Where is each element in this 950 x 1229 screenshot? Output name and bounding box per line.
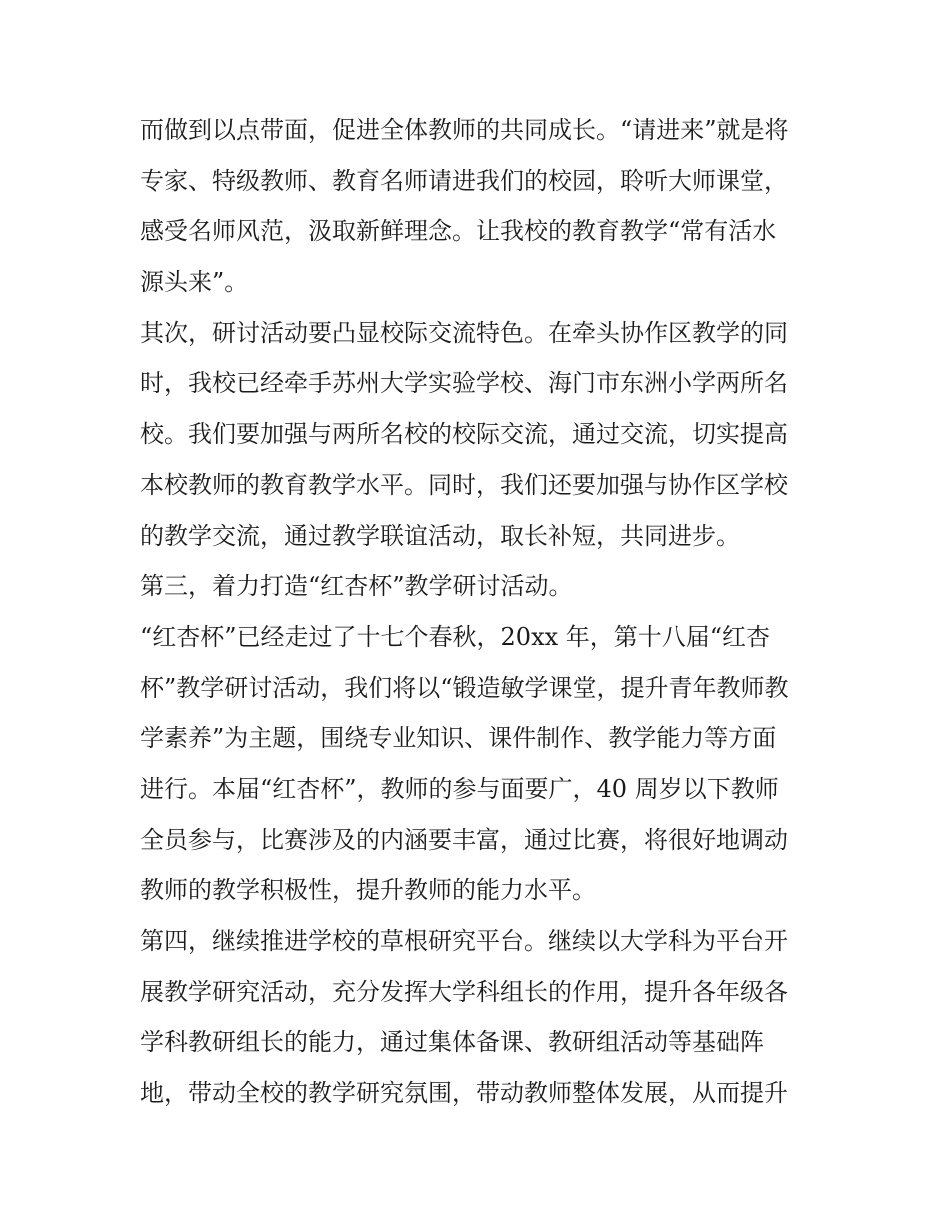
text-line-20: 地，带动全校的教学研究氛围，带动教师整体发展，从而提升 <box>140 1079 788 1108</box>
document-body <box>140 105 820 1119</box>
text-line-7: 校。我们要加强与两所名校的校际交流，通过交流，切实提高 <box>140 420 788 449</box>
text-line-12: 杯”教学研讨活动，我们将以“锻造敏学课堂，提升青年教师教 <box>140 673 789 702</box>
text-line-18: 展教学研究活动，充分发挥大学科组长的作用，提升各年级各 <box>140 977 788 1006</box>
text-line-8: 本校教师的教育教学水平。同时，我们还要加强与协作区学校 <box>140 470 788 499</box>
text-line-14: 进行。本届“红杏杯”，教师的参与面要广，40 周岁以下教师 <box>140 774 779 803</box>
text-line-17: 第四，继续推进学校的草根研究平台。继续以大学科为平台开 <box>140 927 788 955</box>
text-line-15: 全员参与，比赛涉及的内涵要丰富，通过比赛，将很好地调动 <box>140 825 788 854</box>
text-line-11: “红杏杯”已经走过了十七个春秋，20xx 年，第十八届“红杏 <box>140 622 771 651</box>
text-line-19: 学科教研组长的能力，通过集体备课、教研组活动等基础阵 <box>140 1028 764 1057</box>
text-line-10: 第三，着力打造“红杏杯”教学研讨活动。 <box>140 572 573 601</box>
text-line-2: 专家、特级教师、教育名师请进我们的校园，聆听大师课堂， <box>140 166 788 195</box>
text-line-6: 时，我校已经牵手苏州大学实验学校、海门市东洲小学两所名 <box>140 369 788 398</box>
text-line-5: 其次，研讨活动要凸显校际交流特色。在牵头协作区教学的同 <box>140 318 788 347</box>
text-line-1: 而做到以点带面，促进全体教师的共同成长。“请进来”就是将 <box>140 116 789 144</box>
text-line-13: 学素养”为主题，围绕专业知识、课件制作、教学能力等方面 <box>140 724 777 753</box>
text-line-4: 源头来”。 <box>140 268 249 297</box>
text-line-3: 感受名师风范，汲取新鲜理念。让我校的教育教学“常有活水 <box>140 217 777 246</box>
text-line-9: 的教学交流，通过教学联谊活动，取长补短，共同进步。 <box>140 521 740 550</box>
text-line-16: 教师的教学积极性，提升教师的能力水平。 <box>140 876 596 905</box>
